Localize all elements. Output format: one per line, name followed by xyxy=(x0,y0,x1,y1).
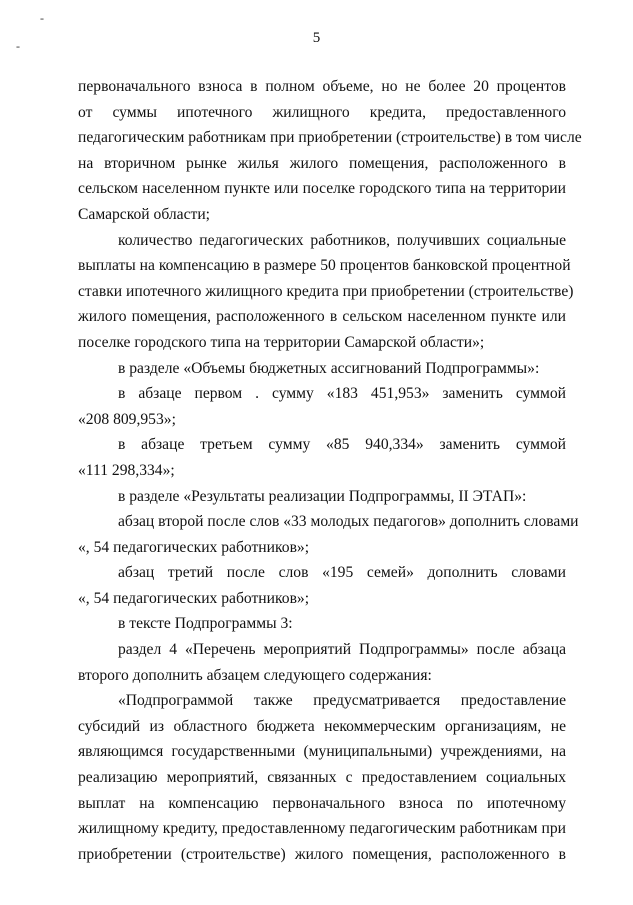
text-line: в тексте Подпрограммы 3: xyxy=(118,615,293,633)
text-line: от суммы ипотечного жилищного кредита, предоставленного xyxy=(78,103,566,121)
text-line: педагогическим работникам при приобретении (строительстве) в том числе xyxy=(78,129,582,147)
text-line: количество педагогических работников, получивших социальные xyxy=(118,231,566,249)
text-line: жилого помещения, расположенного в сельском населенном пункте или xyxy=(78,308,566,326)
text-line: поселке городского типа на территории Самарской области»; xyxy=(78,333,485,351)
text-line: жилищному кредиту, предоставленному педагогическим работникам при xyxy=(78,820,566,838)
text-line: в абзаце первом . сумму «183 451,953» заменить суммой xyxy=(118,385,566,403)
text-line: субсидий из областного бюджета некоммерческим организациям, не xyxy=(78,717,566,735)
document-body xyxy=(78,74,582,867)
text-line: выплаты на компенсацию в размере 50 процентов банковской процентной xyxy=(78,257,571,275)
text-line: реализацию мероприятий, связанных с предоставлением социальных xyxy=(78,769,566,787)
text-line: второго дополнить абзацем следующего содержания: xyxy=(78,666,432,684)
text-line: являющимся государственными (муниципальными) учреждениями, на xyxy=(78,743,566,761)
scan-mark-top: - xyxy=(40,11,44,25)
text-line: приобретении (строительстве) жилого помещения, расположенного в xyxy=(78,845,566,863)
text-line: «Подпрограммой также предусматривается предоставление xyxy=(118,692,566,710)
text-line: сельском населенном пункте или поселке городского типа на территории xyxy=(78,180,566,198)
text-line: абзац третий после слов «195 семей» дополнить словами xyxy=(118,564,566,582)
text-line: ставки ипотечного жилищного кредита при приобретении (строительстве) xyxy=(78,282,574,300)
text-line: раздел 4 «Перечень мероприятий Подпрограммы» после абзаца xyxy=(118,641,566,659)
text-line: «208 809,953»; xyxy=(78,410,176,428)
text-line: Самарской области; xyxy=(78,205,211,223)
text-line: на вторичном рынке жилья жилого помещения, расположенного в xyxy=(78,154,566,172)
page-number: 5 xyxy=(312,30,321,46)
text-line: «111 298,334»; xyxy=(78,461,175,479)
text-line: первоначального взноса в полном объеме, но не более 20 процентов xyxy=(78,78,566,95)
text-line: «, 54 педагогических работников»; xyxy=(78,589,310,607)
text-line: в разделе «Результаты реализации Подпрограммы, II ЭТАП»: xyxy=(118,487,527,505)
text-line: «, 54 педагогических работников»; xyxy=(78,538,310,556)
scan-mark-left: - xyxy=(16,39,20,53)
text-line: в разделе «Объемы бюджетных ассигнований Подпрограммы»: xyxy=(118,359,540,377)
text-line: выплат на компенсацию первоначального взноса по ипотечному xyxy=(78,794,566,812)
text-line: абзац второй после слов «33 молодых педагогов» дополнить словами xyxy=(118,513,579,531)
text-line: в абзаце третьем сумму «85 940,334» заменить суммой xyxy=(118,436,566,454)
